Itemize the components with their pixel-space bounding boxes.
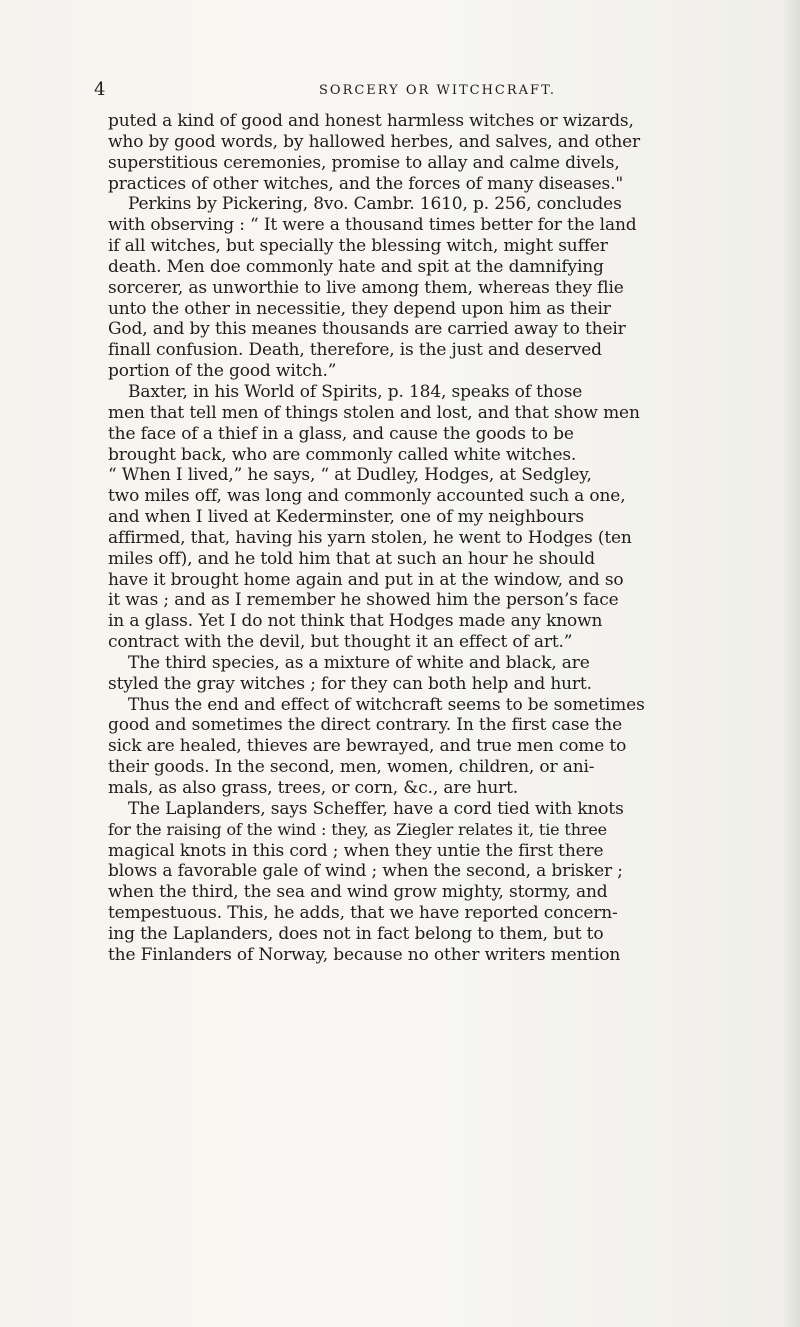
text-line: the face of a thief in a glass, and cause the goods to be <box>108 423 574 444</box>
page-number: 4 <box>94 79 106 100</box>
text-line: who by good words, by hallowed herbes, and salves, and other <box>108 131 641 152</box>
text-line: blows a favorable gale of wind ; when the second, a brisker ; <box>108 861 623 882</box>
text-line: and when I lived at Kederminster, one of my neighbours <box>108 507 584 528</box>
text-line: brought back, who are commonly called white witches. <box>108 444 577 465</box>
text-line: miles off), and he told him that at such an hour he should <box>108 548 596 569</box>
text-line: finall confusion. Death, therefore, is the just and deserved <box>108 340 602 361</box>
text-line: superstitious ceremonies, promise to allay and calme divels, <box>108 152 620 173</box>
text-line: in a glass. Yet I do not think that Hodges made any known <box>108 611 603 632</box>
text-line: tempestuous. This, he adds, that we have reported concern- <box>108 903 618 924</box>
text-line: Perkins by Pickering, 8vo. Cambr. 1610, p. 256, concludes <box>128 194 622 215</box>
text-line: ing the Laplanders, does not in fact belong to them, but to <box>108 923 604 944</box>
text-line: contract with the devil, but thought it an effect of art.” <box>108 632 573 653</box>
text-line: good and sometimes the direct contrary. In the first case the <box>108 715 622 736</box>
text-line: practices of other witches, and the forces of many diseases." <box>108 173 624 194</box>
text-line: “ When I lived,” he says, “ at Dudley, Hodges, at Sedgley, <box>108 465 592 486</box>
text-line: their goods. In the second, men, women, children, or ani- <box>108 757 595 778</box>
text-line: mals, as also grass, trees, or corn, &c., are hurt. <box>108 778 519 798</box>
text-line: for the raising of the wind : they, as Ziegler relates it, tie three <box>108 819 607 839</box>
page-header <box>94 79 734 105</box>
text-line: unto the other in necessitie, they depend upon him as their <box>108 298 611 319</box>
text-line: magical knots in this cord ; when they untie the first there <box>108 840 604 861</box>
text-line: Thus the end and effect of witchcraft seems to be sometimes <box>128 694 645 715</box>
text-line: if all witches, but specially the blessing witch, might suffer <box>108 236 608 257</box>
text-line: it was ; and as I remember he showed him the person’s face <box>108 590 619 611</box>
text-line: The third species, as a mixture of white and black, are <box>128 652 590 673</box>
page-edge-shadow <box>782 0 800 1327</box>
text-line: death. Men doe commonly hate and spit at the damnifying <box>108 256 604 277</box>
text-line: have it brought home again and put in at the window, and so <box>108 569 624 590</box>
text-line: with observing : “ It were a thousand times better for the land <box>108 215 637 236</box>
text-line: two miles off, was long and commonly accounted such a one, <box>108 486 626 507</box>
text-line: sorcerer, as unworthie to live among them, whereas they flie <box>108 277 624 298</box>
text-line: puted a kind of good and honest harmless witches or wizards, <box>108 111 634 131</box>
text-line: sick are healed, thieves are bewrayed, and true men come to <box>108 736 627 757</box>
text-line: Baxter, in his World of Spirits, p. 184, speaks of those <box>128 381 583 402</box>
text-line: styled the gray witches ; for they can both help and hurt. <box>108 673 592 694</box>
text-line: when the third, the sea and wind grow mighty, stormy, and <box>108 882 608 903</box>
text-line: portion of the good witch.” <box>108 361 337 382</box>
body-text <box>108 111 782 966</box>
text-line: affirmed, that, having his yarn stolen, he went to Hodges (ten <box>108 527 632 548</box>
text-line: God, and by this meanes thousands are carried away to their <box>108 319 626 340</box>
text-line: men that tell men of things stolen and lost, and that show men <box>108 402 640 423</box>
text-line: the Finlanders of Norway, because no other writers mention <box>108 944 621 965</box>
text-line: The Laplanders, says Scheffer, have a cord tied with knots <box>128 798 624 819</box>
running-head: SORCERY OR WITCHCRAFT. <box>319 83 556 98</box>
